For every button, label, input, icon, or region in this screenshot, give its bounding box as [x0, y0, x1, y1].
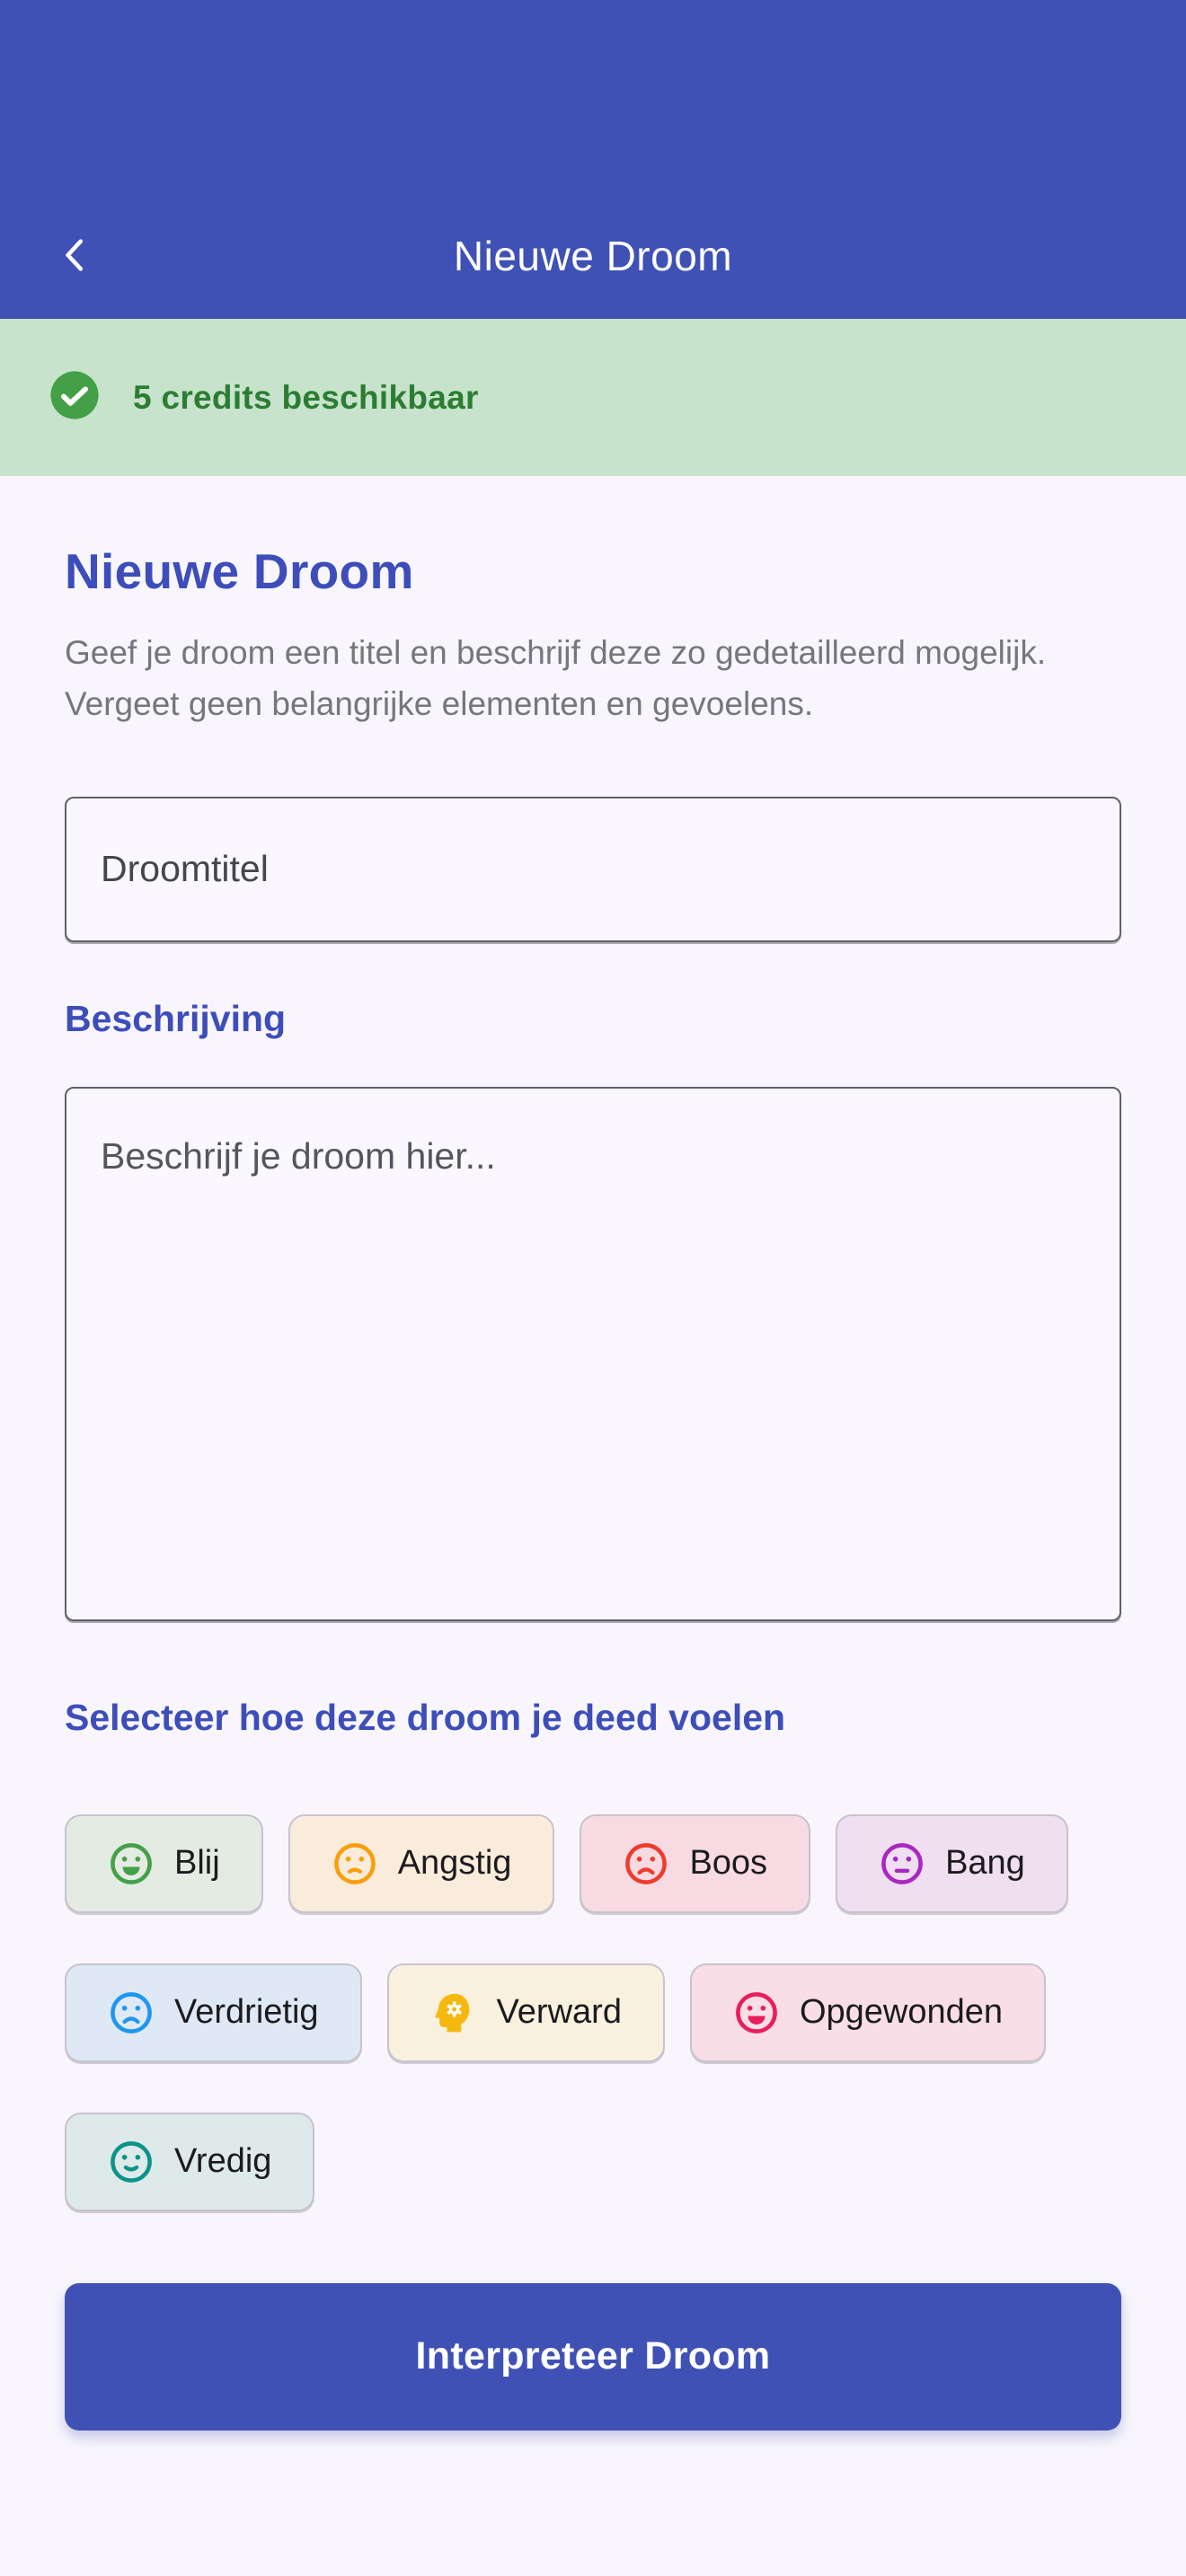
back-button[interactable]	[47, 227, 104, 285]
emotion-chip[interactable]	[65, 1814, 263, 1913]
angry-face-icon	[623, 1840, 669, 1887]
emotion-chip-label: Opgewonden	[799, 1993, 1004, 2032]
page-title: Nieuwe Droom	[65, 543, 414, 599]
check-circle-icon	[49, 369, 101, 426]
credits-banner	[0, 319, 1186, 476]
description-label: Beschrijving	[65, 997, 287, 1039]
chevron-left-icon	[55, 234, 96, 278]
emotion-chip[interactable]	[387, 1963, 665, 2062]
emotion-chip-label: Vredig	[174, 2142, 272, 2181]
nav-title: Nieuwe Droom	[453, 233, 733, 279]
emotion-chip[interactable]	[65, 2113, 314, 2211]
emotion-chip[interactable]	[690, 1963, 1046, 2062]
dream-title-input[interactable]	[65, 797, 1121, 942]
emotion-chip[interactable]	[836, 1814, 1068, 1913]
emotion-chip-label: Verward	[496, 1993, 622, 2032]
emotion-chip[interactable]	[580, 1814, 810, 1913]
emotion-chip-label: Verdrietig	[174, 1993, 319, 2032]
emotion-chip-label: Angstig	[397, 1844, 512, 1883]
emotion-chip[interactable]	[65, 1963, 362, 2062]
emotion-chip-label: Blij	[174, 1844, 220, 1883]
head-cog-icon	[430, 1989, 477, 2036]
peaceful-face-icon	[108, 2139, 155, 2185]
dream-description-textarea[interactable]	[65, 1087, 1121, 1621]
new-dream-form	[0, 543, 1186, 2430]
emotion-chip-label: Bang	[945, 1844, 1025, 1883]
happy-face-icon	[108, 1840, 155, 1887]
sad-face-icon	[108, 1989, 155, 2036]
app-header	[0, 0, 1186, 319]
emotion-chip[interactable]	[288, 1814, 555, 1913]
credits-text: 5 credits beschikbaar	[133, 378, 479, 416]
excited-face-icon	[733, 1989, 780, 2036]
emotion-chip-list	[65, 1814, 1121, 2211]
scared-face-icon	[879, 1840, 925, 1887]
emotion-chip-label: Boos	[689, 1844, 768, 1883]
emotions-heading: Selecteer hoe deze droom je deed voelen	[65, 1696, 786, 1738]
worried-face-icon	[332, 1840, 378, 1887]
page-description: Geef je droom een titel en beschrijf deze zo gedetailleerd mogelijk. Vergeet geen belangrijke elementen en gevoelens.	[65, 634, 1047, 723]
interpret-dream-button[interactable]: Interpreteer Droom	[65, 2283, 1121, 2430]
nav-bar	[0, 227, 1186, 285]
